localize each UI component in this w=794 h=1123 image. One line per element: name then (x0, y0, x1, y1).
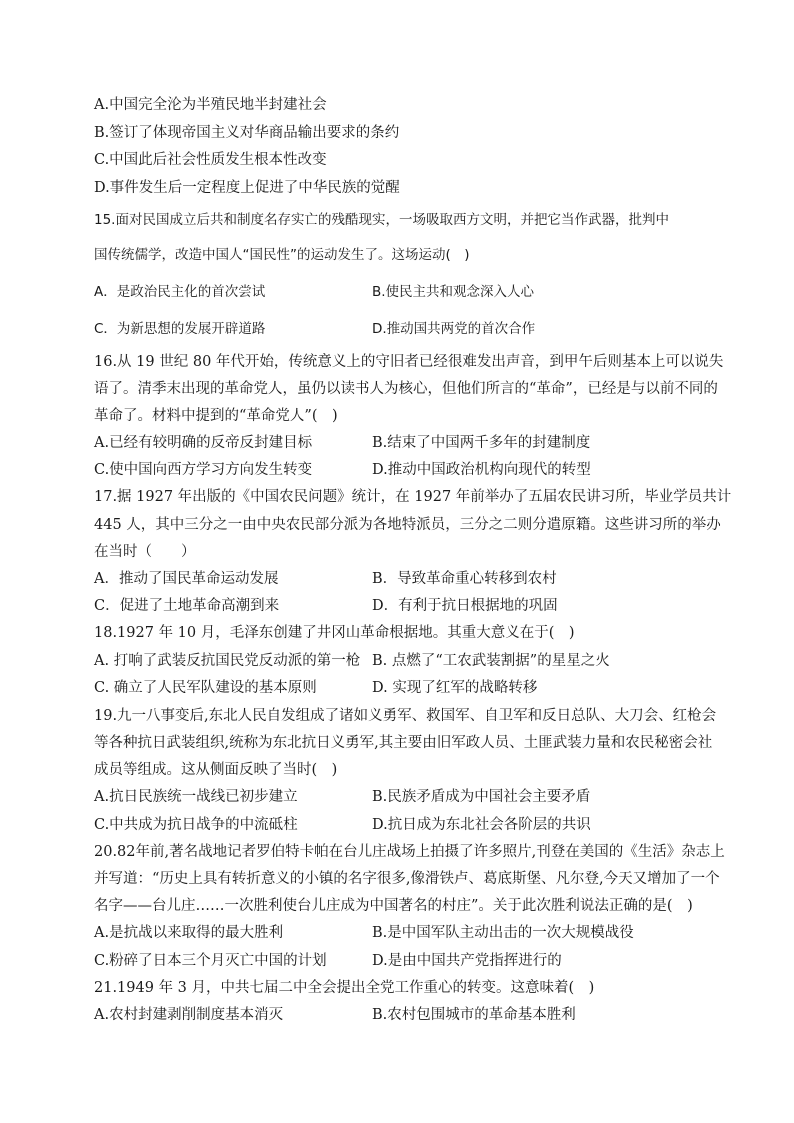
option-b: B.签订了体现帝国主义对华商品输出要求的条约 (94, 125, 400, 141)
question-15-option-c: C．为新思想的发展开辟道路 (94, 321, 266, 337)
option-a: A.中国完全沦为半殖民地半封建社会 (94, 97, 327, 113)
question-20-option-d: D.是由中国共产党指挥进行的 (372, 953, 562, 969)
question-20-stem-line-2: 并写道：“历史上具有转折意义的小镇的名字很多,像滑铁卢、葛底斯堡、凡尔登,今天又增加了一个 (94, 871, 720, 887)
question-20-option-a: A.是抗战以来取得的最大胜利 (94, 925, 284, 941)
question-21-option-a: A.农村封建剥削制度基本消灭 (94, 1007, 284, 1023)
question-19-option-c: C.中共成为抗日战争的中流砥柱 (94, 817, 298, 833)
question-15-option-d: D.推动国共两党的首次合作 (372, 321, 536, 337)
question-20-stem-line-1: 20.82年前,著名战地记者罗伯特卡帕在台儿庄战场上拍摄了许多照片,刊登在美国的《生活》杂志上 (94, 844, 725, 860)
question-20-stem-line-3: 名字——台儿庄……一次胜利使台儿庄成为中国著名的村庄”。关于此次胜利说法正确的是( ) (94, 898, 693, 914)
question-20-option-c: C.粉碎了日本三个月灭亡中国的计划 (94, 953, 327, 969)
question-18-option-b: B. 点燃了“工农武装割据”的星星之火 (372, 653, 610, 669)
question-18-stem-line-1: 18.1927 年 10 月，毛泽东创建了井冈山革命根据地。其重大意义在于( ) (94, 625, 575, 641)
option-c: C.中国此后社会性质发生根本性改变 (94, 152, 327, 168)
question-16-stem-line-2: 语了。清季末出现的革命党人，虽仍以读书人为核心，但他们所言的“革命”，已经是与以前不同的 (94, 381, 718, 397)
question-17-stem-line-2: 445 人，其中三分之一由中央农民部分派为各地特派员，三分之二则分遣原籍。这些讲习所的举办 (94, 517, 721, 533)
question-18-option-a: A. 打响了武装反抗国民党反动派的第一枪 (94, 653, 361, 669)
question-18-option-c: C. 确立了人民军队建设的基本原则 (94, 680, 317, 696)
question-17-option-b: B．导致革命重心转移到农村 (372, 571, 557, 587)
question-16-stem-line-3: 革命了。材料中提到的“革命党人”( ) (94, 408, 338, 424)
question-16-option-b: B.结束了中国两千多年的封建制度 (372, 435, 591, 451)
question-21-option-b: B.农村包围城市的革命基本胜利 (372, 1007, 576, 1023)
question-17-option-a: A．推动了国民革命运动发展 (94, 571, 279, 587)
question-17-stem-line-1: 17.据 1927 年出版的《中国农民问题》统计，在 1927 年前举办了五届农民讲习所，毕业学员共计 (94, 489, 732, 505)
question-19-stem-line-2: 等各种抗日武装组织,统称为东北抗日义勇军,其主要由旧军政人员、土匪武装力量和农民秘密会社 (94, 735, 713, 751)
question-16-stem-line-1: 16.从 19 世纪 80 年代开始，传统意义上的守旧者已经很难发出声音，到甲午后则基本上可以说失 (94, 354, 724, 370)
question-19-option-d: D.抗日成为东北社会各阶层的共识 (372, 817, 591, 833)
question-17-stem-line-3: 在当时（ ） (94, 544, 196, 560)
question-15-option-b: B.使民主共和观念深入人心 (372, 284, 535, 300)
question-19-stem-line-3: 成员等组成。这从侧面反映了当时( ) (94, 762, 338, 778)
question-19-stem-line-1: 19.九一八事变后,东北人民自发组成了诸如义勇军、救国军、自卫军和反日总队、大刀会、红枪会 (94, 708, 717, 724)
question-17-option-c: C．促进了土地革命高潮到来 (94, 598, 280, 614)
question-17-option-d: D．有利于抗日根据地的巩固 (372, 598, 558, 614)
question-16-option-d: D.推动中国政治机构向现代的转型 (372, 462, 591, 478)
question-15-stem-line-1: 15.面对民国成立后共和制度名存实亡的残酷现实，一场吸取西方文明，并把它当作武器，批判中 (94, 212, 669, 228)
question-15-option-a: A．是政治民主化的首次尝试 (94, 284, 266, 300)
question-20-option-b: B.是中国军队主动出击的一次大规模战役 (372, 925, 634, 941)
question-19-option-a: A.抗日民族统一战线已初步建立 (94, 789, 298, 805)
question-15-stem-line-2: 国传统儒学，改造中国人“国民性”的运动发生了。这场运动( ) (94, 247, 470, 263)
question-16-option-c: C.使中国向西方学习方向发生转变 (94, 462, 313, 478)
question-21-stem-line-1: 21.1949 年 3 月，中共七届二中全会提出全党工作重心的转变。这意味着( ) (94, 980, 595, 996)
question-19-option-b: B.民族矛盾成为中国社会主要矛盾 (372, 789, 591, 805)
option-d: D.事件发生后一定程度上促进了中华民族的觉醒 (94, 180, 400, 196)
question-18-option-d: D. 实现了红军的战略转移 (372, 680, 538, 696)
question-16-option-a: A.已经有较明确的反帝反封建目标 (94, 435, 313, 451)
